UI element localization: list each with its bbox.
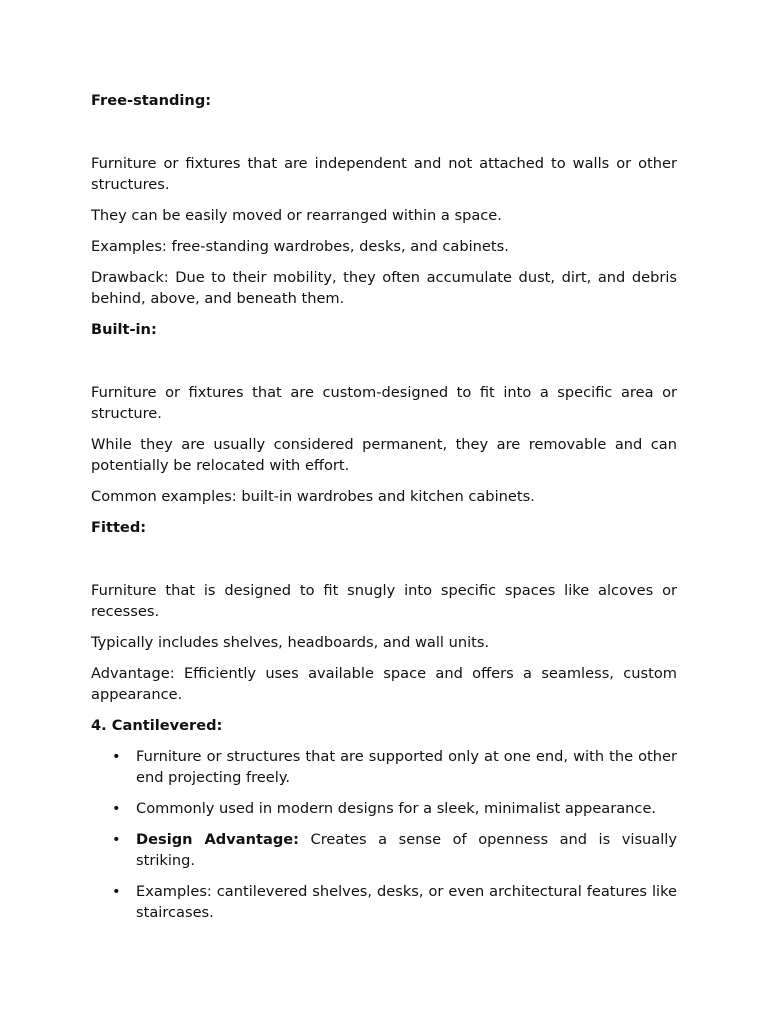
list-item bbox=[91, 881, 677, 923]
paragraph: Advantage: Efficiently uses available space and offers a seamless, custom appearance. bbox=[91, 665, 677, 703]
document-page bbox=[91, 90, 677, 933]
paragraph: Drawback: Due to their mobility, they often accumulate dust, dirt, and debris behind, above, and beneath them. bbox=[91, 269, 677, 307]
heading-cantilevered: 4. Cantilevered: bbox=[91, 717, 223, 734]
heading-built-in: Built-in: bbox=[91, 321, 157, 338]
paragraph: While they are usually considered permanent, they are removable and can potentially be relocated with effort. bbox=[91, 436, 677, 474]
paragraph: They can be easily moved or rearranged within a space. bbox=[91, 207, 502, 224]
list-item-bold: Design Advantage: bbox=[136, 831, 300, 848]
bullet-icon: • bbox=[112, 748, 121, 765]
list-item-text: Commonly used in modern designs for a sleek, minimalist appearance. bbox=[136, 800, 657, 817]
paragraph: Common examples: built-in wardrobes and kitchen cabinets. bbox=[91, 488, 535, 505]
heading-free-standing: Free-standing: bbox=[91, 92, 212, 109]
bullet-list bbox=[91, 746, 677, 923]
heading-fitted: Fitted: bbox=[91, 519, 147, 536]
list-item bbox=[91, 746, 677, 788]
paragraph: Typically includes shelves, headboards, and wall units. bbox=[91, 634, 490, 651]
paragraph: Furniture or fixtures that are custom-designed to fit into a specific area or structure. bbox=[91, 384, 677, 422]
list-item-text: Examples: cantilevered shelves, desks, or even architectural features like staircases. bbox=[136, 883, 677, 921]
bullet-icon: • bbox=[112, 800, 121, 817]
paragraph: Furniture that is designed to fit snugly into specific spaces like alcoves or recesses. bbox=[91, 582, 677, 620]
bullet-icon: • bbox=[112, 883, 121, 900]
list-item-text: Creates a sense of openness and is visually striking. bbox=[136, 831, 677, 869]
list-item bbox=[91, 829, 677, 871]
paragraph: Examples: free-standing wardrobes, desks, and cabinets. bbox=[91, 238, 509, 255]
list-item-text: Furniture or structures that are supported only at one end, with the other end projecting freely. bbox=[136, 748, 677, 786]
bullet-icon: • bbox=[112, 831, 121, 848]
paragraph: Furniture or fixtures that are independent and not attached to walls or other structures. bbox=[91, 155, 677, 193]
list-item bbox=[91, 798, 677, 819]
